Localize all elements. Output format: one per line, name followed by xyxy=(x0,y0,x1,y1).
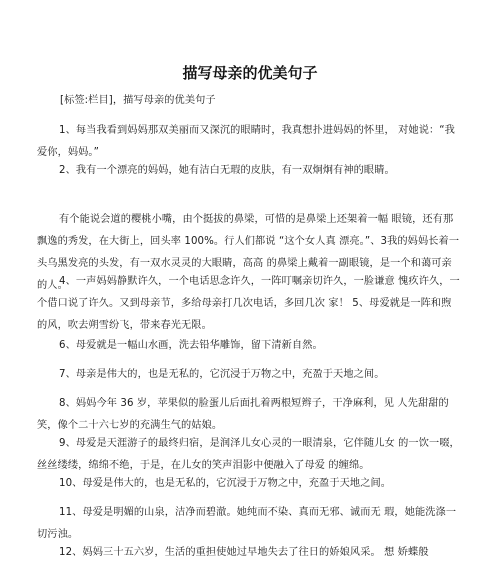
paragraph-11: 11、母爱是明媚的山泉，洁净而碧澈。她纯而不染、真而无邪、诚而无 瑕，她能洗涤一切污浊。 xyxy=(37,507,457,540)
paragraph-6: 6、母爱就是一幅山水画，洗去铅华雕饰，留下清新自然。 xyxy=(59,340,323,351)
paragraph-10: 10、母爱是伟大的，也是无私的，它沉浸于万物之中，充盈于天地之间。 xyxy=(59,478,392,489)
tag-line: [标签:栏目]，描写母亲的优美句子 xyxy=(60,95,216,106)
paragraph-3: 有个能说会道的樱桃小嘴，由个挺拔的鼻梁，可惜的是鼻梁上还架着一幅 眼镜，还有那飘逸的秀发，在大街上，回头率 100%。行人们都说 “这个女人真 漂亮。”、3我的妈妈长着一头乌黑发亮的头发，有一双水灵灵的大眼睛，高高 的鼻梁上戴着一副眼镜，是一个和蔼可亲的人。 xyxy=(37,214,460,291)
paragraph-4: 4、一声妈妈静默许久，一个电话思念许久，一阵叮嘱亲切许久，一脸谦意 愧疚许久，一个借口说了许久。又到母亲节，多给母亲打几次电话，多回几次 家！ 5、母爱就是一阵和煦的风，吹去朔雪纷飞，带来春光无限。 xyxy=(37,276,460,331)
paragraph-1: 1、每当我看到妈妈那双美丽而又深沉的眼睛时，我真想扑进妈妈的怀里， 对她说：“我爱你，妈妈。” xyxy=(37,125,455,158)
page-title: 描写母亲的优美句子 xyxy=(182,64,318,82)
paragraph-12: 12、妈妈三十五六岁，生活的重担使她过早地失去了往日的娇娘风采。 想 娇蝶般 xyxy=(59,547,429,558)
paragraph-8: 8、妈妈今年 36 岁，苹果似的脸蛋儿后面扎着两根短辫子，干净麻利，见 人先甜甜的笑，像个二十六七岁的充满生气的姑娘。 xyxy=(37,398,449,431)
paragraph-9: 9、母爱是天涯游子的最终归宿，是润泽儿女心灵的一眼清泉，它伴随儿女 的一饮一啜，丝丝缕缕，绵绵不绝，于是，在儿女的笑声泪影中便融入了母爱 的缠绵。 xyxy=(37,438,460,471)
paragraph-7: 7、母亲是伟大的，也是无私的，它沉浸于万物之中，充盈于天地之间。 xyxy=(59,369,385,380)
paragraph-2: 2、我有一个漂亮的妈妈，她有洁白无瑕的皮肤，有一双炯炯有神的眼睛。 xyxy=(59,165,395,176)
